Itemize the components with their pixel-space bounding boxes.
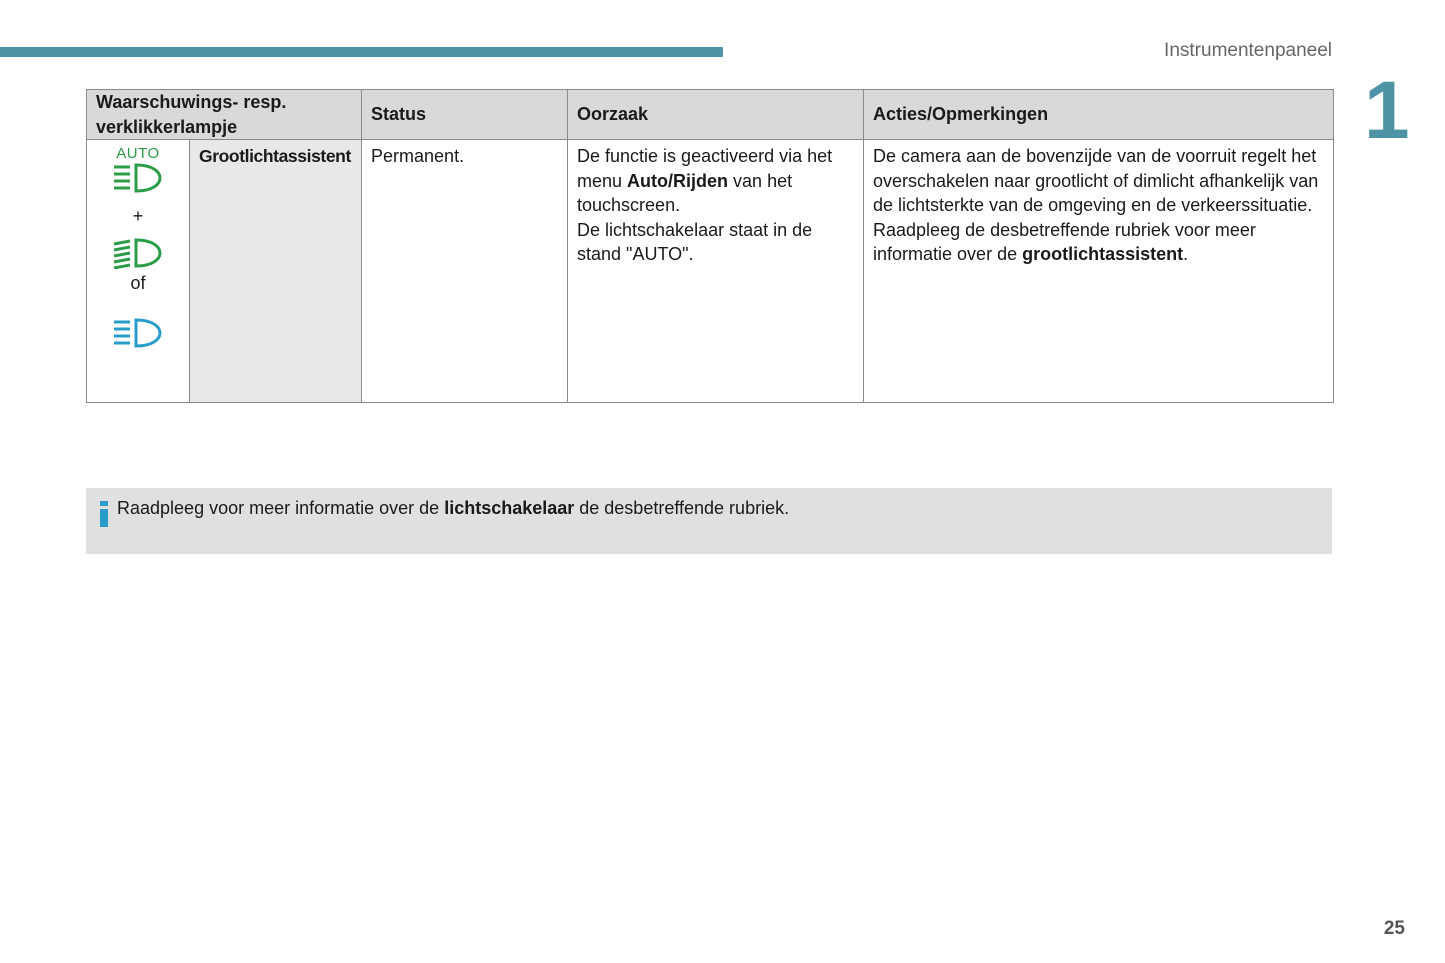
info-icon (99, 500, 109, 528)
high-beam-green-icon (113, 237, 163, 269)
table-row (87, 140, 1334, 403)
status-cell: Permanent. (362, 140, 568, 403)
actions-text-3: . (1183, 244, 1189, 264)
info-text-1: Raadpleeg voor meer informatie over de (117, 498, 445, 518)
info-text (117, 498, 789, 519)
header-accent-bar (0, 47, 723, 57)
actions-feature-name: grootlichtassistent (1022, 244, 1184, 264)
info-switch-name: lichtschakelaar (444, 498, 575, 518)
header-lamp: Waarschuwings- resp. verklikkerlampje (87, 90, 362, 140)
section-title: Instrumentenpaneel (1164, 40, 1332, 61)
actions-text-2: Raadpleeg de desbetreffende rubriek voor meer informatie over de (873, 219, 1256, 264)
cause-text-2: van het touchscreen. (577, 170, 793, 215)
lamp-name: Grootlichtassistent (190, 140, 362, 403)
lamp-icons-cell (87, 140, 190, 403)
chapter-number: 1 (1364, 65, 1408, 156)
warning-lamps-table (86, 89, 1334, 403)
cause-menu-name: Auto/Rijden (627, 170, 729, 191)
auto-label: AUTO (116, 145, 160, 162)
info-box (86, 488, 1332, 554)
high-beam-blue-icon (113, 317, 163, 349)
cause-cell (568, 140, 864, 403)
header-cause: Oorzaak (568, 90, 864, 140)
auto-high-beam-icon (113, 162, 163, 194)
table-header-row (87, 90, 1334, 140)
info-text-2: de desbetreffende rubriek. (574, 498, 790, 518)
cause-text-3: De lichtschakelaar staat in de stand "AUTO". (577, 219, 813, 264)
header-actions: Acties/Opmerkingen (864, 90, 1334, 140)
actions-cell (864, 140, 1334, 403)
cause-text-1: De functie is geactiveerd via het menu (577, 146, 833, 191)
header-status: Status (362, 90, 568, 140)
page-number: 25 (1383, 918, 1405, 939)
plus-sign: + (132, 206, 144, 226)
or-label: of (130, 272, 146, 293)
actions-text-1: De camera aan de bovenzijde van de voorruit regelt het overschakelen naar grootlicht of dimlicht afhankelijk van de lichtsterkte van de omgeving en de verkeerssituatie. (873, 146, 1319, 215)
